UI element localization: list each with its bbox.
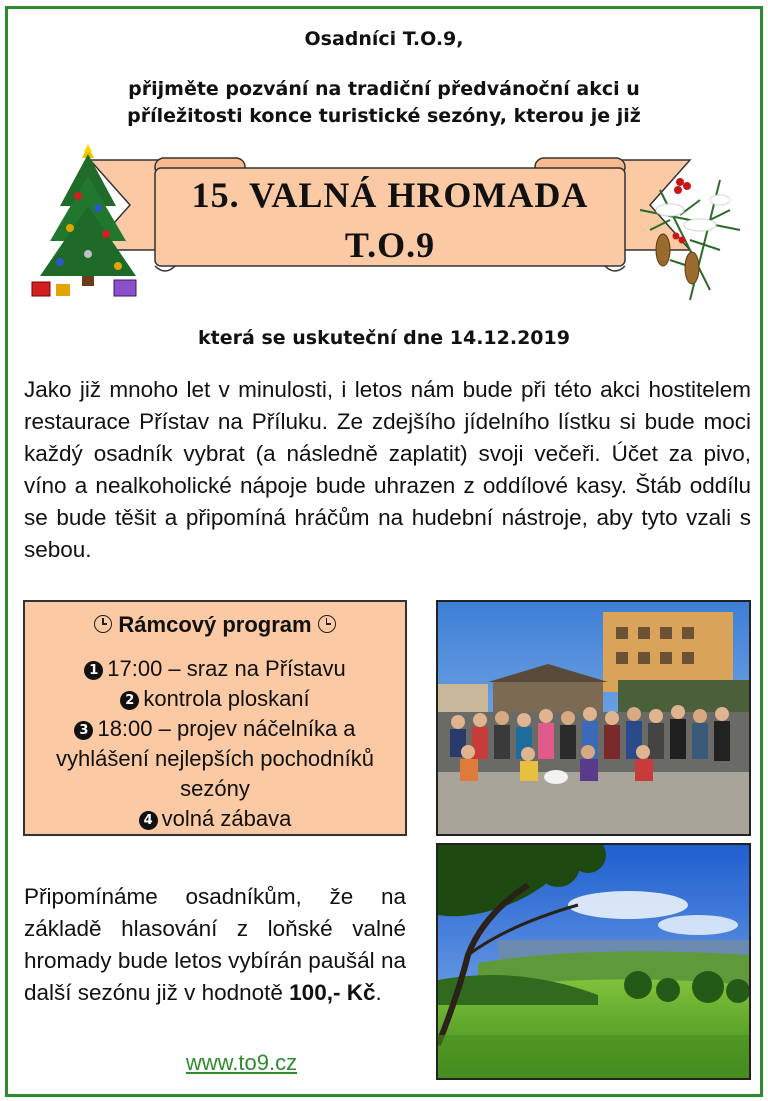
website-link[interactable]: www.to9.cz bbox=[185, 1050, 298, 1075]
program-item bbox=[25, 804, 405, 834]
number-badge: 1 bbox=[84, 661, 103, 680]
invitation-line-2: příležitosti konce turistické sezóny, kterou je již bbox=[127, 105, 641, 127]
reminder-text: Připomínáme osadníkům, že na základě hlasování z loňské valné hromady bude letos vybírán paušál na další sezónu již v hodnotě bbox=[24, 884, 406, 1005]
event-title bbox=[155, 170, 625, 270]
fee-amount: 100,- Kč bbox=[289, 980, 376, 1005]
landscape-photo bbox=[436, 843, 751, 1080]
christmas-tree-icon bbox=[26, 136, 150, 298]
invitation bbox=[0, 76, 768, 130]
program-item-text: 17:00 – sraz na Přístavu bbox=[107, 656, 346, 681]
group-photo bbox=[436, 600, 751, 836]
program-heading bbox=[25, 610, 405, 640]
reminder-end: . bbox=[375, 980, 382, 1005]
program-item-text: kontrola ploskaní bbox=[143, 686, 310, 711]
program-item-text: volná zábava bbox=[161, 806, 292, 831]
program-title: Rámcový program bbox=[118, 612, 312, 637]
clock-icon bbox=[94, 615, 112, 633]
event-title-line-1: 15. VALNÁ HROMADA bbox=[191, 175, 589, 215]
program-box bbox=[23, 600, 407, 836]
number-badge: 3 bbox=[74, 721, 93, 740]
number-badge: 2 bbox=[120, 691, 139, 710]
program-item bbox=[25, 654, 405, 684]
invitation-line-1: přijměte pozvání na tradiční předvánoční akci u bbox=[128, 78, 640, 100]
fee-reminder bbox=[24, 881, 406, 1009]
program-item bbox=[25, 714, 405, 804]
number-badge: 4 bbox=[139, 811, 158, 830]
invitation-body: Jako již mnoho let v minulosti, i letos nám bude při této akci hostitelem restaurace Přístav na Příluku. Ze zdejšího jídelního lístku si bude moci každý osadník vybrat (a následně zaplatit) svoji večeři. Účet za pivo, víno a nealkoholické nápoje bude uhrazen z oddílové kasy. Štáb oddílu se bude těšit a připomíná hráčům na hudební nástroje, aby tyto vzali s sebou. bbox=[24, 377, 751, 562]
program-list bbox=[25, 654, 405, 834]
event-date: která se uskuteční dne 14.12.2019 bbox=[198, 327, 570, 349]
event-title-line-2: T.O.9 bbox=[344, 225, 436, 265]
program-item-text: 18:00 – projev náčelníka a vyhlášení nejlepších pochodníků sezóny bbox=[56, 716, 374, 801]
greeting: Osadníci T.O.9, bbox=[304, 28, 464, 50]
pine-branch-icon bbox=[630, 170, 750, 310]
program-item bbox=[25, 684, 405, 714]
clock-icon bbox=[318, 615, 336, 633]
